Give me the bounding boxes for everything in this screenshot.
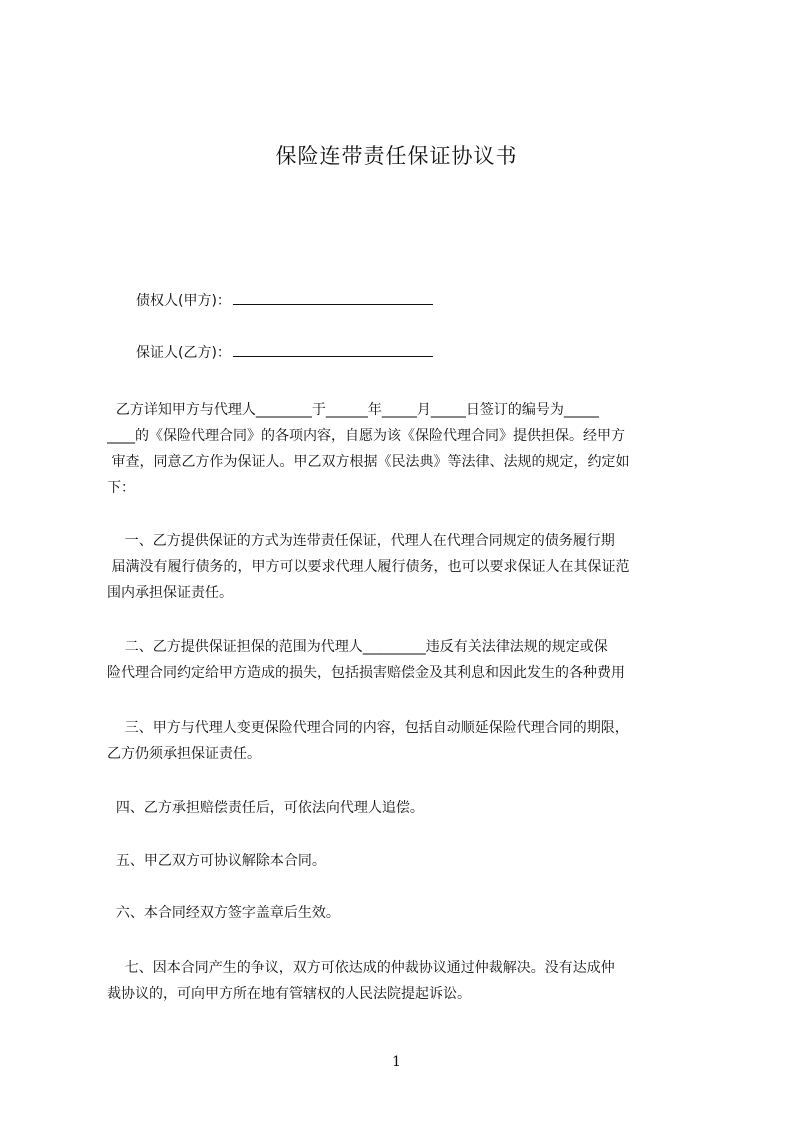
clause-line: 四、乙方承担赔偿责任后，可依法向代理人追偿。 [107, 800, 424, 816]
clause-1 [107, 528, 703, 606]
clause-line: 六、本合同经双方签字盖章后生效。 [107, 905, 340, 921]
clause-line: 乙方仍须承担保证责任。 [107, 746, 261, 762]
creditor-blank[interactable] [233, 290, 433, 305]
clause-line: 一、乙方提供保证的方式为连带责任保证，代理人在代理合同规定的债务履行期 [107, 533, 615, 549]
clause-line: 围内承担保证责任。 [107, 585, 233, 601]
clause-line: 裁协议的，可向甲方所在地有管辖权的人民法院提起诉讼。 [107, 986, 471, 1002]
document-title: 保险连带责任保证协议书 [275, 144, 518, 168]
creditor-line [136, 290, 433, 312]
preamble-line: ____的《保险代理合同》的各项内容，自愿为该《保险代理合同》提供担保。经甲方 [107, 428, 625, 444]
clause-6 [107, 900, 703, 926]
preamble-line: 下： [107, 480, 135, 496]
guarantor-line [136, 342, 433, 364]
preamble-paragraph [107, 397, 703, 501]
guarantor-label: 保证人(乙方)： [136, 345, 231, 361]
clause-7 [107, 955, 703, 1007]
clause-3 [107, 715, 703, 767]
guarantor-blank[interactable] [233, 342, 433, 357]
clause-line: 二、乙方提供保证担保的范围为代理人_________违反有关法律法规的规定或保 [107, 639, 608, 655]
clause-5 [107, 848, 703, 874]
clause-line: 险代理合同约定给甲方造成的损失，包括损害赔偿金及其利息和因此发生的各种费用 [107, 665, 625, 681]
page-number: 1 [392, 1054, 401, 1070]
clause-4 [107, 795, 703, 821]
creditor-label: 债权人(甲方)： [136, 293, 231, 309]
preamble-line: 审查，同意乙方作为保证人。甲乙双方根据《民法典》等法律、法规的规定，约定如 [107, 454, 630, 470]
clause-line: 届满没有履行债务的，甲方可以要求代理人履行债务，也可以要求保证人在其保证范 [107, 559, 630, 575]
preamble-line: 乙方详知甲方与代理人________于______年_____月_____日签订的编号为_____ [107, 402, 599, 418]
clause-line: 五、甲乙双方可协议解除本合同。 [107, 853, 326, 869]
clause-line: 三、甲方与代理人变更保险代理合同的内容，包括自动顺延保险代理合同的期限， [107, 720, 629, 736]
clause-2 [107, 634, 703, 686]
clause-line: 七、因本合同产生的争议，双方可依达成的仲裁协议通过仲裁解决。没有达成仲 [107, 960, 615, 976]
